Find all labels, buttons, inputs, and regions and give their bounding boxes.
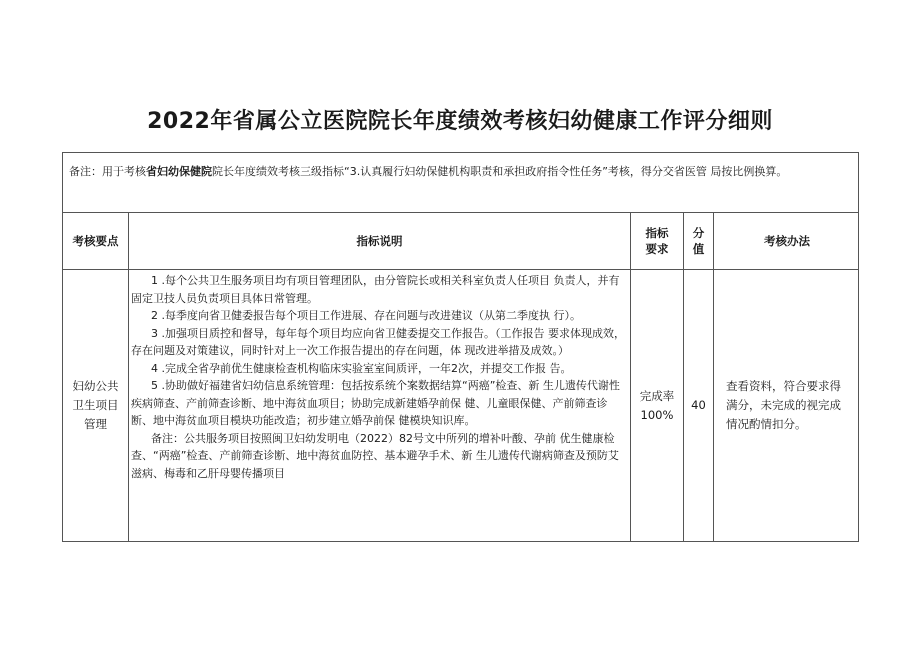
desc-paragraph: 5 .协助做好福建省妇幼信息系统管理：包括按系统个案数据结算“两癌”检查、新 生儿遗传代谢性疾病筛查、产前筛查诊断、地中海贫血项目；协助完成新建婚孕前保 健、儿童眼保健、产前筛查诊断、地中海贫血项目模块功能改造；初步建立婚孕前保 健模块知识库。	[131, 379, 620, 427]
req-label: 完成率	[639, 388, 675, 403]
desc-paragraph: 备注：公共服务项目按照闽卫妇幼发明电（2022）82号文中所列的增补叶酸、孕前 优生健康检查、“两癌”检查、产前筛查诊断、地中海贫血防控、基本避孕手术、新 生儿遗传代谢病筛查及预防艾滋病、梅毒和乙肝母婴传播项目	[131, 431, 619, 480]
cell-desc	[129, 270, 630, 541]
header-score: 分值	[692, 226, 705, 256]
desc-paragraph: 4 .完成全省孕前优生健康检查机构临床实验室室间质评，一年2次，并提交工作报 告。	[151, 361, 572, 375]
header-req: 指标要求	[645, 226, 669, 256]
header-item: 考核要点	[72, 234, 119, 248]
note-prefix: 备注：用于考核	[69, 165, 146, 178]
desc-paragraph: 3 .加强项目质控和督导，每年每个项目均应向省卫健委提交工作报告。（工作报告 要求体现成效，存在问题及对策建议，同时针对上一次工作报告提出的存在问题，体 现改进举措及成效。）	[131, 326, 625, 357]
table-note	[63, 153, 858, 213]
desc-paragraph: 2 .每季度向省卫健委报告每个项目工作进展、存在问题与改进建议（从第二季度执 行）。	[151, 309, 581, 322]
desc-paragraph: 1 .每个公共卫生服务项目均有项目管理团队，由分管院长或相关科室负责人任项目 负责人，并有固定卫技人员负责项目具体日常管理。	[131, 274, 620, 305]
header-method: 考核办法	[764, 234, 810, 248]
req-value: 100%	[640, 407, 674, 422]
note-rest: 院长年度绩效考核三级指标“3.认真履行妇幼保健机构职责和承担政府指令性任务”考核，得分交省医管 局按比例换算。	[212, 165, 788, 178]
cell-item: 妇幼公共卫生项目管理	[72, 379, 119, 431]
cell-req	[631, 270, 683, 541]
header-desc: 指标说明	[356, 234, 403, 248]
cell-score: 40	[691, 398, 706, 412]
score-table	[62, 152, 859, 542]
cell-method: 查看资料，符合要求得满分，未完成的视完成 情况酌情扣分。	[726, 379, 841, 431]
page-title: 2022年省属公立医院院长年度绩效考核妇幼健康工作评分细则	[147, 109, 773, 134]
note-bold: 省妇幼保健院	[146, 165, 212, 178]
